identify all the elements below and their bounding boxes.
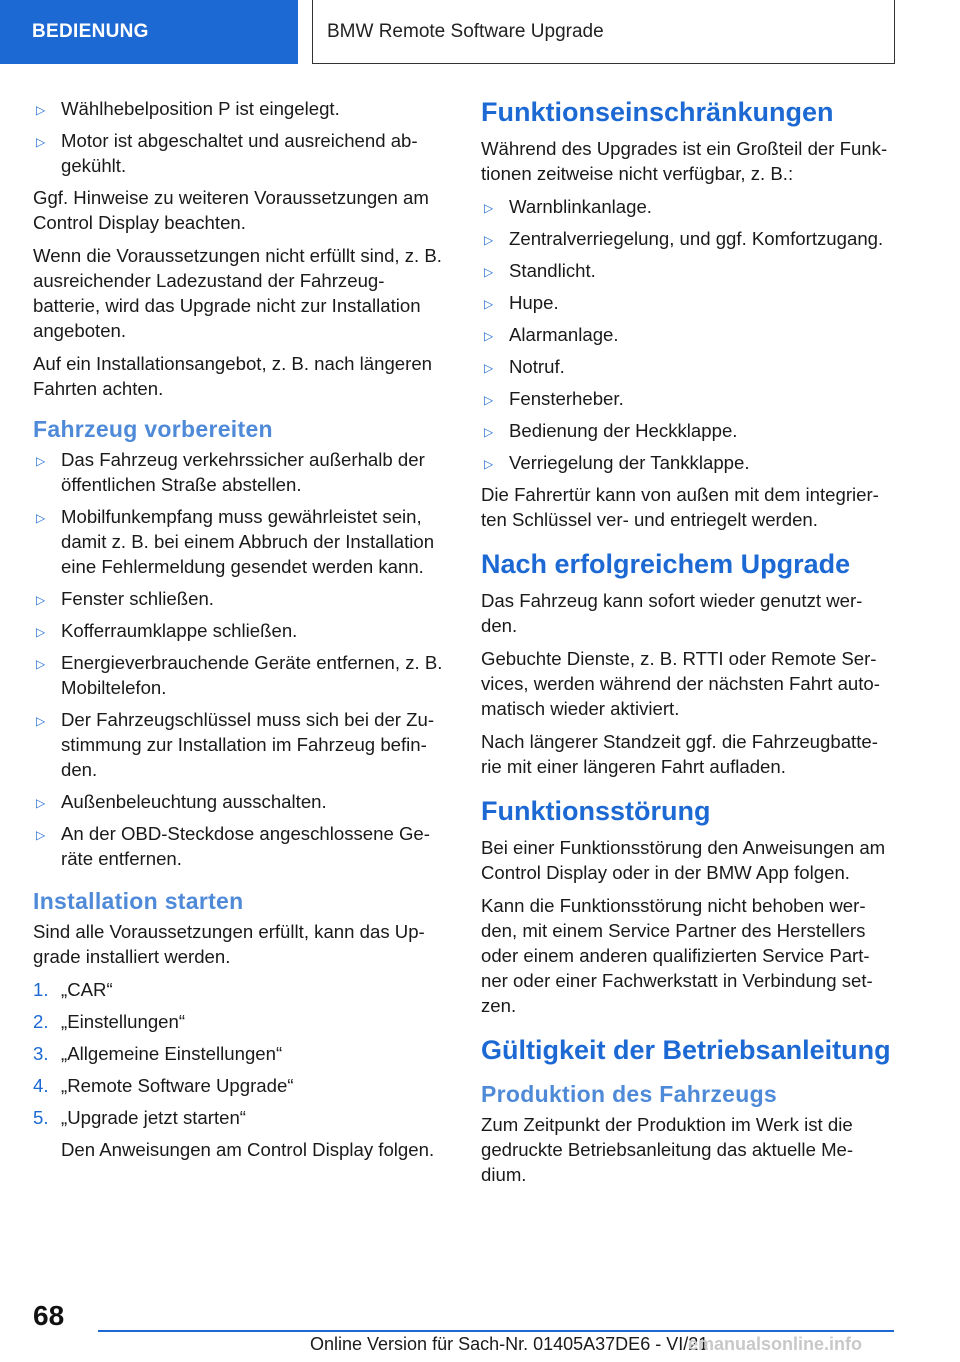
- page-number: 68: [33, 1300, 65, 1331]
- paragraph: Gebuchte Dienste, z. B. RTTI oder Remote Ser‐ vices, werden während der nächsten Fahrt auto‐ matisch wieder aktiviert.: [481, 648, 880, 719]
- heading-after-upgrade: Nach erfolgreichem Upgrade: [481, 549, 851, 579]
- step-number: 5.: [33, 1107, 49, 1128]
- list-item: ▷ Energieverbrauchende Geräte entfernen, z. B. Mobiltelefon.: [36, 652, 443, 698]
- paragraph: Bei einer Funktionsstörung den Anweisungen am Control Display oder in der BMW App folgen.: [481, 837, 886, 883]
- triangle-bullet-icon: ▷: [36, 657, 46, 671]
- watermark: emanualsonline.info: [688, 1334, 863, 1354]
- list-item: ▷ Notruf.: [481, 354, 896, 379]
- heading-start-installation: Installation starten: [33, 888, 244, 914]
- heading-malfunction: Funktionsstörung: [481, 796, 711, 826]
- paragraph: Das Fahrzeug kann sofort wieder genutzt wer‐ den.: [481, 590, 863, 636]
- triangle-bullet-icon: ▷: [484, 233, 494, 247]
- triangle-bullet-icon: ▷: [36, 625, 46, 639]
- paragraph: Kann die Funktionsstörung nicht behoben wer‐ den, mit einem Service Partner des Herstellers oder einem anderen qualifizierten Service Part‐ ner oder einer Fachwerkstatt in Verbindung set‐ zen.: [481, 895, 873, 1016]
- triangle-bullet-icon: ▷: [484, 361, 494, 375]
- list-item: ▷ Außenbeleuchtung ausschalten.: [33, 789, 443, 814]
- triangle-bullet-icon: ▷: [36, 714, 46, 728]
- triangle-bullet-icon: ▷: [36, 796, 46, 810]
- step-number: 4.: [33, 1075, 49, 1096]
- chapter-header: [312, 0, 895, 64]
- step-item: 2. „Einstellungen“: [33, 1011, 186, 1032]
- triangle-bullet-icon: ▷: [484, 297, 494, 311]
- section-label: BEDIENUNG: [32, 21, 149, 42]
- paragraph: Wenn die Voraussetzungen nicht erfüllt sind, z. B. ausreichender Ladezustand der Fahrzeug‐ batterie, wird das Upgrade nicht zur Installation angeboten.: [33, 245, 442, 341]
- left-column: [33, 96, 443, 1169]
- triangle-bullet-icon: ▷: [484, 393, 494, 407]
- list-item: ▷ Alarmanlage.: [481, 322, 896, 347]
- triangle-bullet-icon: ▷: [36, 511, 46, 525]
- paragraph: Auf ein Installationsangebot, z. B. nach längeren Fahrten achten.: [33, 353, 433, 399]
- list-item: ▷ Fenster schließen.: [33, 586, 443, 611]
- step-item: 5. „Upgrade jetzt starten“: [33, 1107, 246, 1128]
- list-item: ▷ Zentralverriegelung, und ggf. Komfortzugang.: [481, 226, 896, 251]
- section-tab: [0, 0, 298, 64]
- steps-list: [33, 977, 443, 1130]
- list-item: ▷ Das Fahrzeug verkehrssicher außerhalb der öffentlichen Straße abstellen.: [36, 449, 425, 495]
- list-item: ▷ Motor ist abgeschaltet und ausreichend ab‐ gekühlt.: [36, 130, 418, 176]
- step-item: 1. „CAR“: [33, 979, 113, 1000]
- heading-vehicle-production: Produktion des Fahrzeugs: [481, 1081, 778, 1107]
- paragraph: Die Fahrertür kann von außen mit dem integrier‐ ten Schlüssel ver- und entriegelt werden.: [481, 484, 879, 530]
- heading-function-limits: Funktionseinschränkungen: [481, 97, 834, 127]
- list-item: ▷ Der Fahrzeugschlüssel muss sich bei der Zu‐ stimmung zur Installation im Fahrzeug befin‐ den.: [36, 709, 435, 780]
- list-item: ▷ Fensterheber.: [481, 386, 896, 411]
- list-item: ▷ Mobilfunkempfang muss gewährleistet sein, damit z. B. bei einem Abbruch der Installation eine Fehlermeldung gesendet werden kann.: [36, 506, 435, 577]
- list-item: ▷ Standlicht.: [481, 258, 896, 283]
- paragraph: Ggf. Hinweise zu weiteren Voraussetzungen am Control Display beachten.: [33, 187, 429, 233]
- step-number: 1.: [33, 979, 49, 1000]
- heading-manual-validity: Gültigkeit der Betriebsanleitung: [481, 1035, 891, 1065]
- step-note: Den Anweisungen am Control Display folgen.: [61, 1139, 435, 1160]
- heading-prepare-vehicle: Fahrzeug vorbereiten: [33, 416, 273, 442]
- list-item: ▷ An der OBD-Steckdose angeschlossene Ge‐ räte entfernen.: [36, 823, 430, 869]
- paragraph: Sind alle Voraussetzungen erfüllt, kann das Up‐ grade installiert werden.: [33, 921, 425, 967]
- list-item: ▷ Verriegelung der Tankklappe.: [481, 450, 896, 475]
- chapter-title: BMW Remote Software Upgrade: [327, 20, 604, 42]
- list-item: ▷ Kofferraumklappe schließen.: [33, 618, 443, 643]
- triangle-bullet-icon: ▷: [484, 425, 494, 439]
- step-number: 3.: [33, 1043, 49, 1064]
- list-item: ▷ Wählhebelposition P ist eingelegt.: [33, 96, 443, 121]
- triangle-bullet-icon: ▷: [36, 454, 46, 468]
- list-item: ▷ Warnblinkanlage.: [481, 194, 896, 219]
- right-column: [481, 96, 896, 1195]
- triangle-bullet-icon: ▷: [484, 201, 494, 215]
- online-version-note: Online Version für Sach-Nr. 01405A37DE6 - VI/21: [310, 1334, 709, 1354]
- triangle-bullet-icon: ▷: [36, 103, 46, 117]
- step-number: 2.: [33, 1011, 49, 1032]
- triangle-bullet-icon: ▷: [484, 329, 494, 343]
- triangle-bullet-icon: ▷: [36, 135, 46, 149]
- footer-divider: [98, 1330, 894, 1332]
- step-item: 3. „Allgemeine Einstellungen“: [33, 1043, 283, 1064]
- list-item: ▷ Hupe.: [481, 290, 896, 315]
- limits-list: [481, 194, 896, 475]
- paragraph: Zum Zeitpunkt der Produktion im Werk ist die gedruckte Betriebsanleitung das aktuelle Me‐ dium.: [481, 1114, 854, 1185]
- prepare-list: [33, 447, 443, 871]
- list-item: ▷ Bedienung der Heckklappe.: [481, 418, 896, 443]
- requirements-list: [33, 96, 443, 178]
- triangle-bullet-icon: ▷: [484, 265, 494, 279]
- paragraph: Nach längerer Standzeit ggf. die Fahrzeugbatte‐ rie mit einer längeren Fahrt aufladen.: [481, 731, 878, 777]
- paragraph: Während des Upgrades ist ein Großteil der Funk‐ tionen zeitweise nicht verfügbar, z. B.:: [481, 138, 888, 184]
- triangle-bullet-icon: ▷: [484, 457, 494, 471]
- triangle-bullet-icon: ▷: [36, 828, 46, 842]
- triangle-bullet-icon: ▷: [36, 593, 46, 607]
- step-item: 4. „Remote Software Upgrade“: [33, 1075, 294, 1096]
